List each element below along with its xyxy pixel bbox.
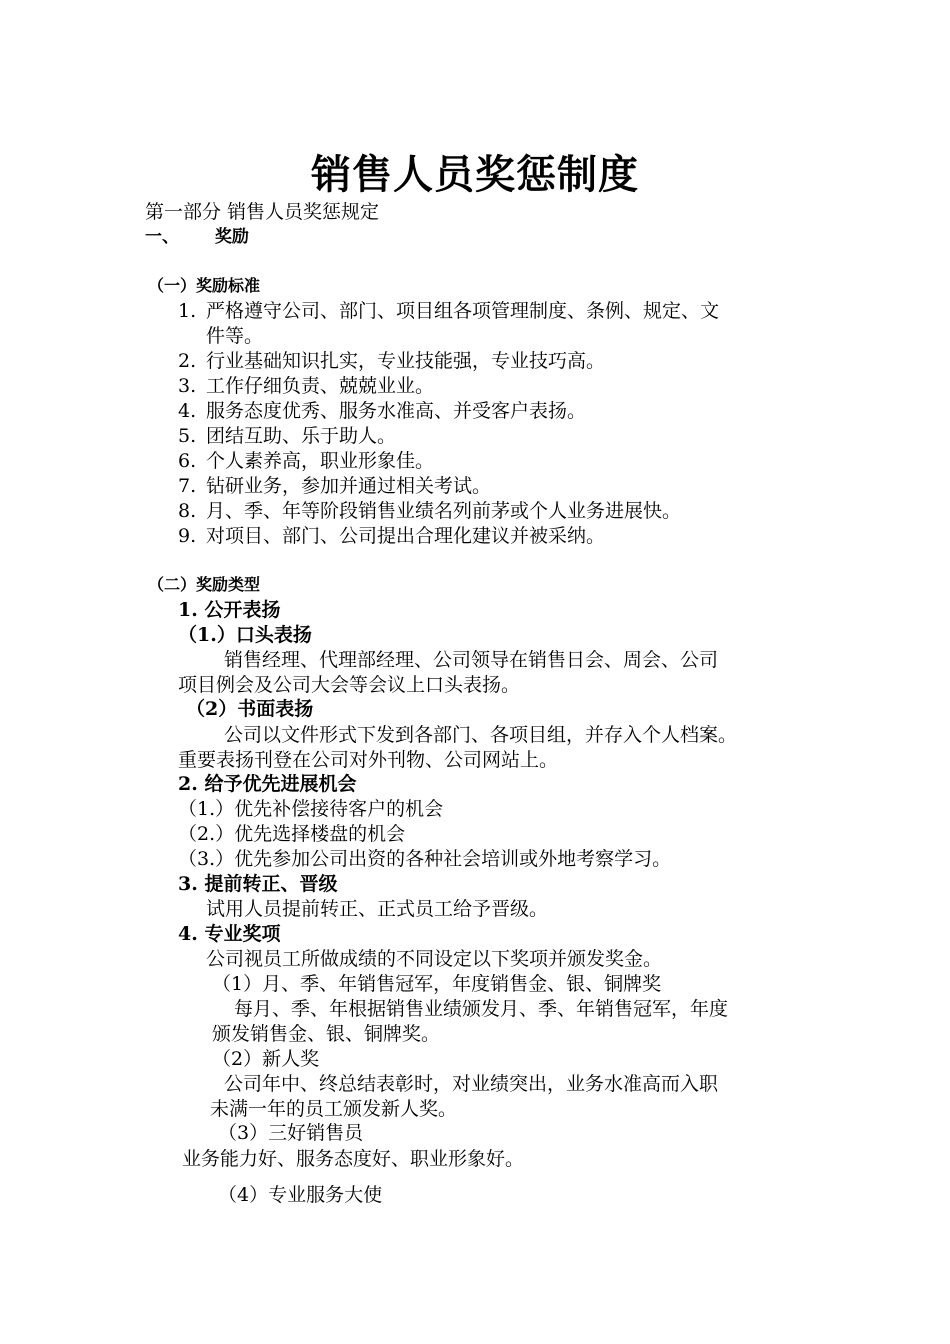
list-item: 8. 月、季、年等阶段销售业绩名列前茅或个人业务进展快。 [178, 500, 682, 522]
oral-praise-line: 销售经理、代理部经理、公司领导在销售日会、周会、公司 [224, 649, 719, 671]
oral-praise-heading: （1.）口头表扬 [178, 624, 312, 646]
award-text: 公司年中、终总结表彰时，对业绩突出，业务水准高而入职 [224, 1073, 719, 1095]
list-item-continuation: 件等。 [206, 325, 264, 347]
list-item: 1. 严格遵守公司、部门、项目组各项管理制度、条例、规定、文 [178, 300, 720, 322]
priority-item: （1.）优先补偿接待客户的机会 [178, 798, 444, 820]
types-heading: （二）奖励类型 [148, 575, 261, 594]
oral-praise-line: 项目例会及公司大会等会议上口头表扬。 [178, 674, 521, 696]
list-item: 9. 对项目、部门、公司提出合理化建议并被采纳。 [178, 525, 606, 547]
list-item: 3. 工作仔细负责、兢兢业业。 [178, 375, 435, 397]
written-praise-heading: （2）书面表扬 [186, 698, 314, 720]
list-item: 7. 钻研业务，参加并通过相关考试。 [178, 475, 492, 497]
written-praise-line: 公司以文件形式下发到各部门、各项目组，并存入个人档案。 [224, 724, 738, 746]
priority-item: （3.）优先参加公司出资的各种社会培训或外地考察学习。 [178, 848, 672, 870]
award-text: 业务能力好、服务态度好、职业形象好。 [182, 1148, 525, 1170]
section-one-heading [145, 229, 249, 246]
award-title: （2）新人奖 [212, 1048, 320, 1070]
section-one-number: 一、 [145, 227, 179, 247]
list-item: 5. 团结互助、乐于助人。 [178, 425, 397, 447]
list-item: 6. 个人素养高，职业形象佳。 [178, 450, 435, 472]
award-title: （4）专业服务大使 [218, 1184, 383, 1206]
awards-intro: 公司视员工所做成绩的不同设定以下奖项并颁发奖金。 [206, 948, 663, 970]
awards-heading: 4. 专业奖项 [178, 923, 281, 945]
section-one-label: 奖励 [214, 227, 249, 247]
award-text: 未满一年的员工颁发新人奖。 [210, 1098, 458, 1120]
list-item: 2. 行业基础知识扎实，专业技能强，专业技巧高。 [178, 350, 606, 372]
public-praise-heading: 1. 公开表扬 [178, 599, 281, 621]
priority-item: （2.）优先选择楼盘的机会 [178, 823, 406, 845]
promotion-heading: 3. 提前转正、晋级 [178, 873, 338, 895]
award-text: 每月、季、年根据销售业绩颁发月、季、年销售冠军，年度 [234, 998, 729, 1020]
promotion-text: 试用人员提前转正、正式员工给予晋级。 [206, 898, 549, 920]
award-text: 颁发销售金、银、铜牌奖。 [212, 1023, 441, 1045]
part-one-heading: 第一部分 销售人员奖惩规定 [145, 201, 380, 223]
priority-heading: 2. 给予优先进展机会 [178, 773, 357, 795]
written-praise-line: 重要表扬刊登在公司对外刊物、公司网站上。 [178, 749, 559, 771]
award-title: （1）月、季、年销售冠军，年度销售金、银、铜牌奖 [212, 973, 662, 995]
list-item: 4. 服务态度优秀、服务水准高、并受客户表扬。 [178, 400, 587, 422]
document-title: 销售人员奖惩制度 [311, 152, 639, 198]
standards-heading: （一）奖励标准 [148, 276, 261, 295]
award-title: （3）三好销售员 [218, 1122, 364, 1144]
